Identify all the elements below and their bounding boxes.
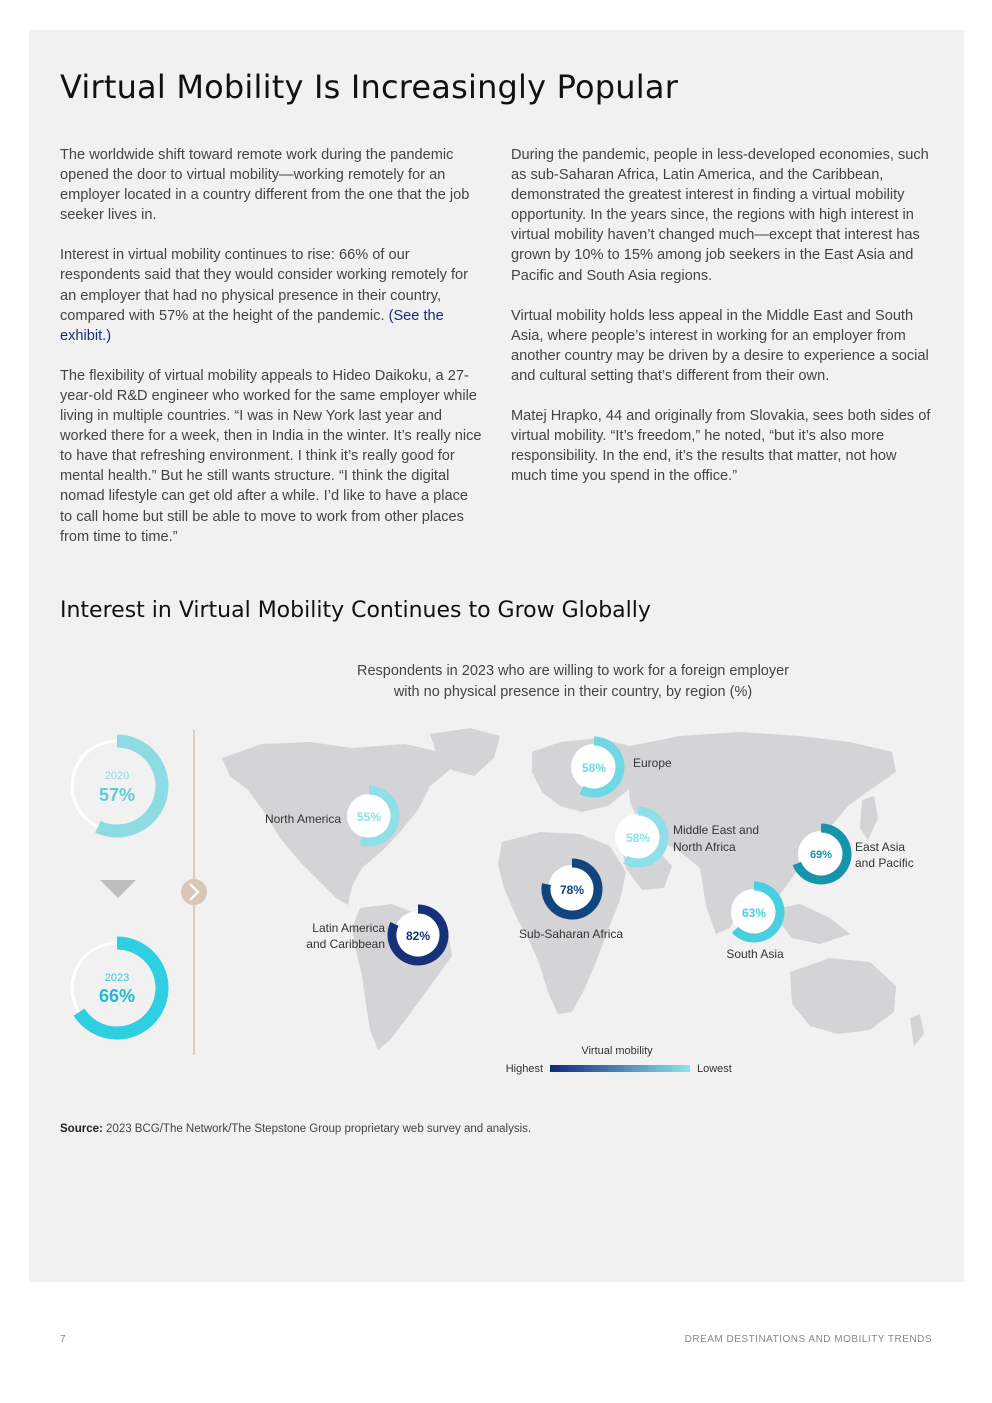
latin-america-value: 82% — [405, 929, 431, 943]
middle-east-label-2: North Africa — [673, 840, 736, 854]
left-paragraph-2-text: Interest in virtual mobility continues to rise: 66% of our respondents said that they would consider working remotely for an employer that had no physical presence in their country, compared with 57% at the height of the pandemic. — [60, 247, 469, 324]
north-america-label: North America — [264, 812, 341, 826]
middle-east-label-1: Middle East and — [673, 823, 760, 837]
north-america-value: 55% — [356, 810, 382, 824]
east-asia-value: 69% — [809, 849, 833, 861]
exhibit-title: Interest in Virtual Mobility Continues to Grow Globally — [60, 598, 651, 623]
south-asia-value: 63% — [741, 906, 767, 920]
latin-america-label-2: and Caribbean — [306, 937, 385, 951]
chart-title — [300, 661, 846, 703]
left-paragraph-1: The worldwide shift toward remote work during the pandemic opened the door to virtual mobility—working remotely for an employer located in a country different from the one that the job seeker lives in. — [60, 147, 470, 224]
chart-title-line-2: with no physical presence in their country, by region (%) — [393, 684, 753, 700]
europe-label: Europe — [633, 756, 672, 770]
sub-saharan-label: Sub-Saharan Africa — [518, 927, 624, 941]
legend-title: Virtual mobility — [581, 1045, 653, 1057]
arrow-circle — [181, 879, 207, 905]
map-australia — [790, 958, 896, 1034]
global-donut-2023 — [72, 943, 162, 1033]
source-note — [60, 1123, 531, 1135]
region-donut-east-asia — [797, 828, 914, 880]
page-title: Virtual Mobility Is Increasingly Popular — [60, 68, 679, 106]
map-new-zealand — [910, 1014, 924, 1046]
global-2020-year: 2020 — [104, 770, 130, 782]
east-asia-label-1: East Asia — [855, 840, 906, 854]
latin-america-label-1: Latin America — [312, 921, 385, 935]
global-2020-label: 57% — [98, 785, 136, 805]
left-paragraph-3: The flexibility of virtual mobility appeals to Hideo Daikoku, a 27-year-old R&D engineer who worked for the same employer while living in multiple countries. “I was in New York last year and worked there for a week, then in India in the winter. It’s really nice to have that refreshing environment. I think it’s really good for mental health.” But he still wants structure. “I think the digital nomad lifestyle can get old after a while. I’d like to have a place to call home but still be able to move to work from other places from time to time.” — [60, 367, 482, 545]
global-donut-2020 — [72, 741, 162, 831]
source-label: Source: — [60, 1123, 103, 1135]
map-africa — [498, 832, 626, 1014]
east-asia-label-2: and Pacific — [855, 856, 914, 870]
sub-saharan-value: 78% — [559, 883, 585, 897]
right-paragraph-1: During the pandemic, people in less-developed economies, such as sub-Saharan Africa, Latin America, and the Caribbean, demonstrated the greatest interest in finding a virtual mobility opportunity. In the years since, the regions with high interest in virtual mobility haven’t changed much—except that interest has grown by 10% to 15% among job seekers in the East Asia and Pacific and South Asia regions. — [511, 147, 929, 284]
middle-east-value: 58% — [625, 831, 651, 845]
right-paragraph-3: Matej Hrapko, 44 and originally from Slovakia, sees both sides of virtual mobility. “It’s freedom,” he noted, “but it’s also more responsibility. In the end, it’s the results that matter, not how much time you spend in the office.” — [511, 408, 931, 485]
exhibit-chart — [0, 700, 992, 1090]
global-2023-year: 2023 — [104, 972, 130, 984]
global-2023-label: 66% — [98, 986, 136, 1006]
legend-low-label: Lowest — [697, 1063, 732, 1075]
chart-title-line-1: Respondents in 2023 who are willing to work for a foreign employer — [356, 663, 789, 679]
legend-high-label: Highest — [505, 1063, 543, 1075]
left-paragraph-2 — [60, 245, 482, 345]
europe-value: 58% — [581, 761, 607, 775]
map-japan — [860, 796, 878, 840]
legend-gradient-bar — [550, 1065, 690, 1072]
left-column — [60, 145, 482, 567]
south-asia-label: South Asia — [726, 947, 784, 961]
source-text: 2023 BCG/The Network/The Stepstone Group proprietary web survey and analysis. — [106, 1123, 532, 1135]
see-exhibit-link[interactable]: (See the exhibit.) — [60, 307, 444, 344]
right-paragraph-2: Virtual mobility holds less appeal in the Middle East and South Asia, where people’s interest in working for an employer from another country may be driven by a desire to experience a social and cultural setting that’s different from their own. — [511, 307, 929, 384]
legend — [506, 1045, 732, 1075]
right-column — [511, 145, 933, 506]
down-arrow-icon — [100, 880, 136, 898]
page-number: 7 — [60, 1334, 66, 1345]
footer-title: DREAM DESTINATIONS AND MOBILITY TRENDS — [684, 1334, 932, 1345]
